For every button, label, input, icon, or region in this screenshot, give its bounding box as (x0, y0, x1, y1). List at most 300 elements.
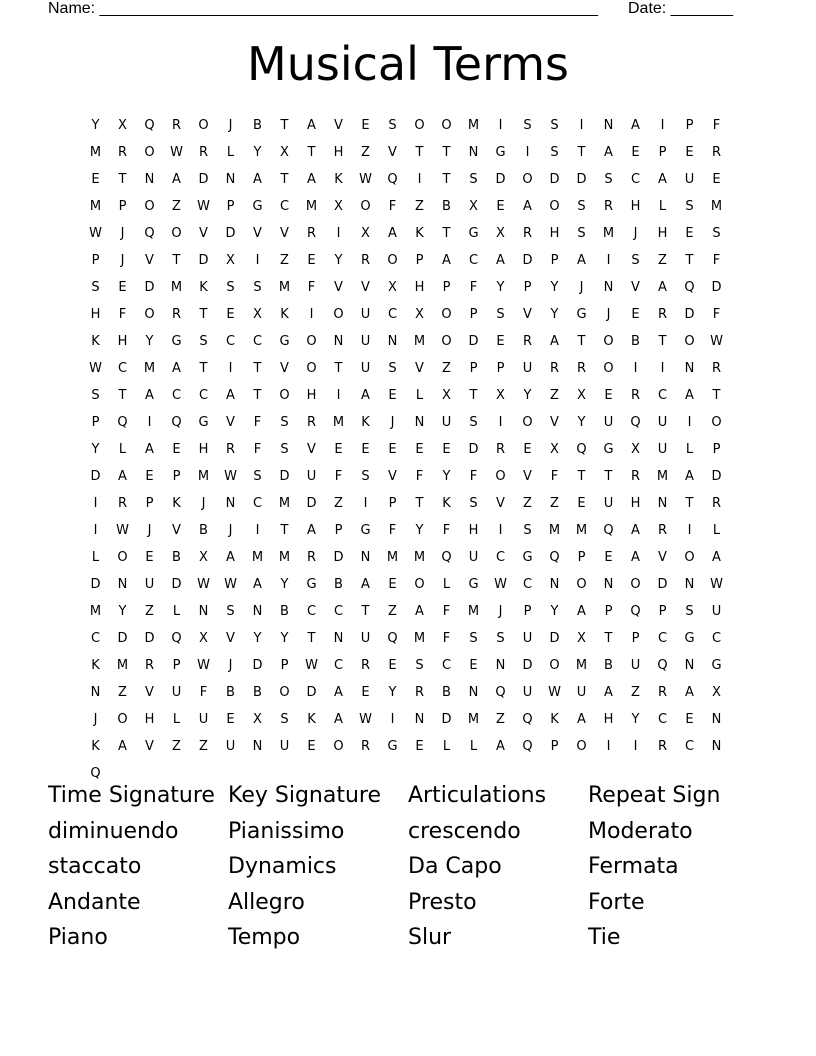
grid-letter[interactable]: D (657, 577, 668, 592)
grid-letter[interactable]: M (89, 604, 102, 619)
grid-letter[interactable]: T (712, 388, 721, 403)
grid-letter[interactable]: O (441, 334, 452, 349)
grid-letter[interactable]: A (172, 172, 181, 187)
grid-letter[interactable]: Y (415, 523, 424, 538)
grid-letter[interactable]: X (253, 712, 262, 727)
grid-letter[interactable]: D (144, 280, 155, 295)
grid-letter[interactable]: R (414, 685, 425, 700)
grid-letter[interactable]: U (144, 577, 155, 592)
grid-letter[interactable]: Z (334, 496, 343, 511)
grid-letter[interactable]: K (307, 712, 316, 727)
grid-letter[interactable]: Q (630, 604, 641, 619)
grid-letter[interactable]: D (117, 631, 128, 646)
grid-letter[interactable]: K (361, 415, 370, 430)
grid-letter[interactable]: M (143, 361, 156, 376)
grid-letter[interactable]: V (280, 226, 289, 241)
grid-letter[interactable]: Z (523, 496, 532, 511)
grid-letter[interactable]: A (307, 118, 316, 133)
grid-letter[interactable]: V (334, 118, 343, 133)
grid-letter[interactable]: M (278, 550, 291, 565)
grid-letter[interactable]: N (225, 172, 236, 187)
grid-letter[interactable]: A (145, 388, 154, 403)
grid-letter[interactable]: A (415, 604, 424, 619)
grid-letter[interactable]: H (333, 145, 344, 160)
grid-letter[interactable]: A (334, 685, 343, 700)
grid-letter[interactable]: E (307, 253, 316, 268)
grid-letter[interactable]: E (604, 550, 613, 565)
grid-letter[interactable]: V (145, 253, 154, 268)
grid-letter[interactable]: J (228, 658, 233, 673)
grid-letter[interactable]: F (442, 604, 451, 619)
grid-letter[interactable]: V (199, 226, 208, 241)
grid-letter[interactable]: O (603, 334, 614, 349)
grid-letter[interactable]: X (631, 442, 640, 457)
grid-letter[interactable]: Z (118, 685, 127, 700)
grid-letter[interactable]: D (225, 226, 236, 241)
grid-letter[interactable]: A (334, 712, 343, 727)
grid-letter[interactable]: E (496, 199, 505, 214)
grid-letter[interactable]: U (576, 685, 587, 700)
grid-letter[interactable]: V (658, 550, 667, 565)
grid-letter[interactable]: C (333, 604, 344, 619)
grid-letter[interactable]: C (684, 739, 695, 754)
grid-letter[interactable]: P (91, 415, 100, 430)
grid-letter[interactable]: R (711, 361, 722, 376)
grid-letter[interactable]: Q (387, 172, 398, 187)
grid-letter[interactable]: K (91, 334, 100, 349)
grid-letter[interactable]: C (225, 334, 236, 349)
grid-letter[interactable]: M (575, 658, 588, 673)
grid-letter[interactable]: Y (334, 253, 343, 268)
grid-letter[interactable]: O (576, 739, 587, 754)
grid-letter[interactable]: I (606, 253, 611, 268)
grid-letter[interactable]: X (253, 307, 262, 322)
grid-letter[interactable]: V (523, 469, 532, 484)
grid-letter[interactable]: R (171, 118, 182, 133)
grid-letter[interactable]: Y (577, 415, 586, 430)
grid-letter[interactable]: T (415, 496, 424, 511)
grid-letter[interactable]: P (523, 604, 532, 619)
grid-letter[interactable]: J (498, 604, 503, 619)
grid-letter[interactable]: E (145, 550, 154, 565)
grid-letter[interactable]: Y (550, 280, 559, 295)
grid-letter[interactable]: W (548, 685, 561, 700)
grid-letter[interactable]: C (252, 496, 263, 511)
grid-letter[interactable]: P (550, 253, 559, 268)
grid-letter[interactable]: R (630, 388, 641, 403)
grid-letter[interactable]: S (712, 226, 721, 241)
grid-letter[interactable]: E (226, 712, 235, 727)
grid-letter[interactable]: Y (631, 712, 640, 727)
grid-letter[interactable]: K (91, 658, 100, 673)
grid-letter[interactable]: U (522, 685, 533, 700)
grid-letter[interactable]: A (118, 469, 127, 484)
grid-letter[interactable]: S (523, 523, 532, 538)
grid-letter[interactable]: P (415, 253, 424, 268)
grid-letter[interactable]: F (712, 307, 721, 322)
grid-letter[interactable]: F (712, 118, 721, 133)
grid-letter[interactable]: T (118, 388, 127, 403)
grid-letter[interactable]: N (711, 712, 722, 727)
grid-letter[interactable]: X (415, 307, 424, 322)
grid-letter[interactable]: K (442, 496, 451, 511)
grid-letter[interactable]: A (496, 739, 505, 754)
grid-letter[interactable]: K (280, 307, 289, 322)
grid-letter[interactable]: S (91, 388, 100, 403)
grid-letter[interactable]: J (228, 118, 233, 133)
grid-letter[interactable]: D (90, 577, 101, 592)
grid-letter[interactable]: P (172, 658, 181, 673)
grid-letter[interactable]: V (388, 469, 397, 484)
grid-letter[interactable]: M (575, 523, 588, 538)
grid-letter[interactable]: D (711, 280, 722, 295)
grid-letter[interactable]: E (712, 172, 721, 187)
grid-letter[interactable]: F (712, 253, 721, 268)
grid-letter[interactable]: Y (496, 280, 505, 295)
grid-letter[interactable]: A (685, 388, 694, 403)
grid-letter[interactable]: N (90, 685, 101, 700)
grid-letter[interactable]: S (469, 172, 478, 187)
grid-letter[interactable]: F (118, 307, 127, 322)
grid-letter[interactable]: P (172, 469, 181, 484)
grid-letter[interactable]: N (468, 145, 479, 160)
grid-letter[interactable]: L (118, 442, 127, 457)
grid-letter[interactable]: W (170, 145, 183, 160)
grid-letter[interactable]: C (198, 388, 209, 403)
grid-letter[interactable]: V (334, 280, 343, 295)
grid-letter[interactable]: E (631, 307, 640, 322)
grid-letter[interactable]: R (711, 145, 722, 160)
grid-letter[interactable]: B (442, 199, 451, 214)
grid-letter[interactable]: Q (144, 118, 155, 133)
grid-letter[interactable]: S (604, 172, 613, 187)
grid-letter[interactable]: N (684, 577, 695, 592)
grid-letter[interactable]: D (198, 253, 209, 268)
grid-letter[interactable]: D (522, 658, 533, 673)
grid-letter[interactable]: K (91, 739, 100, 754)
grid-letter[interactable]: Q (117, 415, 128, 430)
grid-letter[interactable]: T (469, 388, 478, 403)
grid-letter[interactable]: J (120, 226, 125, 241)
grid-letter[interactable]: P (388, 496, 397, 511)
grid-letter[interactable]: G (198, 415, 209, 430)
grid-letter[interactable]: F (253, 415, 262, 430)
grid-letter[interactable]: D (468, 334, 479, 349)
grid-letter[interactable]: Y (253, 145, 262, 160)
grid-letter[interactable]: I (633, 361, 638, 376)
grid-letter[interactable]: O (495, 469, 506, 484)
grid-letter[interactable]: T (253, 361, 262, 376)
grid-letter[interactable]: Q (630, 415, 641, 430)
grid-letter[interactable]: T (685, 496, 694, 511)
grid-letter[interactable]: M (467, 712, 480, 727)
grid-letter[interactable]: S (496, 307, 505, 322)
grid-letter[interactable]: A (361, 577, 370, 592)
grid-letter[interactable]: S (550, 118, 559, 133)
grid-letter[interactable]: O (414, 577, 425, 592)
grid-letter[interactable]: G (360, 523, 371, 538)
grid-letter[interactable]: Z (550, 388, 559, 403)
grid-letter[interactable]: Q (603, 523, 614, 538)
grid-letter[interactable]: X (199, 631, 208, 646)
grid-letter[interactable]: A (226, 550, 235, 565)
grid-letter[interactable]: W (116, 523, 129, 538)
grid-letter[interactable]: I (660, 361, 665, 376)
grid-letter[interactable]: A (226, 388, 235, 403)
grid-letter[interactable]: E (334, 442, 343, 457)
grid-letter[interactable]: R (306, 415, 317, 430)
grid-letter[interactable]: N (657, 496, 668, 511)
grid-letter[interactable]: Z (550, 496, 559, 511)
grid-letter[interactable]: P (145, 496, 154, 511)
grid-letter[interactable]: R (711, 496, 722, 511)
grid-letter[interactable]: Y (145, 334, 154, 349)
grid-letter[interactable]: O (306, 361, 317, 376)
grid-letter[interactable]: H (117, 334, 128, 349)
grid-letter[interactable]: O (549, 658, 560, 673)
grid-letter[interactable]: S (577, 226, 586, 241)
grid-letter[interactable]: S (388, 361, 397, 376)
grid-letter[interactable]: S (469, 631, 478, 646)
grid-letter[interactable]: Z (280, 253, 289, 268)
grid-letter[interactable]: P (118, 199, 127, 214)
grid-letter[interactable]: M (548, 523, 561, 538)
grid-letter[interactable]: G (576, 307, 587, 322)
grid-letter[interactable]: H (198, 442, 209, 457)
grid-letter[interactable]: A (496, 253, 505, 268)
grid-letter[interactable]: S (469, 496, 478, 511)
grid-letter[interactable]: A (172, 361, 181, 376)
grid-letter[interactable]: A (550, 334, 559, 349)
grid-letter[interactable]: W (359, 712, 372, 727)
grid-letter[interactable]: F (442, 523, 451, 538)
grid-letter[interactable]: O (684, 334, 695, 349)
grid-letter[interactable]: S (388, 118, 397, 133)
grid-letter[interactable]: I (390, 712, 395, 727)
grid-letter[interactable]: W (710, 334, 723, 349)
grid-letter[interactable]: O (279, 388, 290, 403)
grid-letter[interactable]: D (144, 631, 155, 646)
grid-letter[interactable]: W (89, 361, 102, 376)
grid-letter[interactable]: T (280, 118, 289, 133)
grid-letter[interactable]: E (172, 442, 181, 457)
grid-letter[interactable]: D (252, 658, 263, 673)
grid-letter[interactable]: A (118, 739, 127, 754)
grid-letter[interactable]: E (523, 442, 532, 457)
grid-letter[interactable]: N (684, 658, 695, 673)
grid-letter[interactable]: O (144, 145, 155, 160)
grid-letter[interactable]: E (226, 307, 235, 322)
grid-letter[interactable]: O (630, 577, 641, 592)
grid-letter[interactable]: D (279, 469, 290, 484)
grid-letter[interactable]: J (147, 523, 152, 538)
grid-letter[interactable]: N (684, 361, 695, 376)
grid-letter[interactable]: Z (496, 712, 505, 727)
grid-letter[interactable]: A (253, 172, 262, 187)
grid-letter[interactable]: E (361, 442, 370, 457)
grid-letter[interactable]: R (306, 550, 317, 565)
grid-letter[interactable]: B (631, 334, 640, 349)
grid-letter[interactable]: T (361, 604, 370, 619)
grid-letter[interactable]: T (604, 631, 613, 646)
grid-letter[interactable]: A (658, 280, 667, 295)
grid-letter[interactable]: Q (495, 685, 506, 700)
grid-letter[interactable]: E (388, 388, 397, 403)
grid-letter[interactable]: M (467, 118, 480, 133)
grid-letter[interactable]: M (89, 199, 102, 214)
grid-letter[interactable]: B (199, 523, 208, 538)
grid-letter[interactable]: S (496, 631, 505, 646)
grid-letter[interactable]: M (413, 334, 426, 349)
grid-letter[interactable]: U (684, 172, 695, 187)
grid-letter[interactable]: I (228, 361, 233, 376)
grid-letter[interactable]: L (172, 604, 181, 619)
grid-letter[interactable]: G (495, 145, 506, 160)
grid-letter[interactable]: P (631, 631, 640, 646)
grid-letter[interactable]: C (657, 631, 668, 646)
grid-letter[interactable]: N (387, 334, 398, 349)
grid-letter[interactable]: H (144, 712, 155, 727)
grid-letter[interactable]: R (657, 523, 668, 538)
grid-letter[interactable]: X (577, 631, 586, 646)
grid-letter[interactable]: J (633, 226, 638, 241)
grid-letter[interactable]: C (441, 658, 452, 673)
grid-letter[interactable]: T (685, 253, 694, 268)
grid-letter[interactable]: K (199, 280, 208, 295)
grid-letter[interactable]: L (172, 712, 181, 727)
grid-letter[interactable]: U (441, 415, 452, 430)
grid-letter[interactable]: A (604, 145, 613, 160)
grid-letter[interactable]: S (685, 604, 694, 619)
grid-letter[interactable]: H (549, 226, 560, 241)
grid-letter[interactable]: O (711, 415, 722, 430)
grid-letter[interactable]: R (522, 334, 533, 349)
grid-letter[interactable]: V (523, 307, 532, 322)
grid-letter[interactable]: S (199, 334, 208, 349)
grid-letter[interactable]: O (333, 307, 344, 322)
grid-letter[interactable]: C (117, 361, 128, 376)
grid-letter[interactable]: P (658, 145, 667, 160)
grid-letter[interactable]: T (280, 523, 289, 538)
grid-letter[interactable]: U (360, 334, 371, 349)
grid-letter[interactable]: N (414, 415, 425, 430)
grid-letter[interactable]: P (658, 604, 667, 619)
grid-letter[interactable]: Q (549, 550, 560, 565)
grid-letter[interactable]: F (415, 469, 424, 484)
grid-letter[interactable]: S (226, 604, 235, 619)
grid-letter[interactable]: F (307, 280, 316, 295)
grid-letter[interactable]: I (633, 739, 638, 754)
grid-letter[interactable]: O (279, 685, 290, 700)
grid-letter[interactable]: P (334, 523, 343, 538)
grid-letter[interactable]: V (253, 226, 262, 241)
grid-letter[interactable]: S (253, 280, 262, 295)
grid-letter[interactable]: D (306, 496, 317, 511)
grid-letter[interactable]: F (550, 469, 559, 484)
grid-letter[interactable]: R (225, 442, 236, 457)
grid-letter[interactable]: S (91, 280, 100, 295)
grid-letter[interactable]: E (685, 712, 694, 727)
grid-letter[interactable]: M (197, 469, 210, 484)
grid-letter[interactable]: B (253, 118, 262, 133)
grid-letter[interactable]: T (658, 334, 667, 349)
grid-letter[interactable]: T (307, 145, 316, 160)
grid-letter[interactable]: G (279, 334, 290, 349)
grid-letter[interactable]: K (334, 172, 343, 187)
grid-letter[interactable]: G (252, 199, 263, 214)
grid-letter[interactable]: O (387, 253, 398, 268)
grid-letter[interactable]: P (226, 199, 235, 214)
grid-letter[interactable]: I (660, 118, 665, 133)
grid-letter[interactable]: F (388, 199, 397, 214)
grid-letter[interactable]: Z (172, 199, 181, 214)
grid-letter[interactable]: A (631, 118, 640, 133)
grid-letter[interactable]: P (523, 280, 532, 295)
grid-letter[interactable]: Y (280, 577, 289, 592)
grid-letter[interactable]: T (442, 172, 451, 187)
grid-letter[interactable]: C (630, 172, 641, 187)
grid-letter[interactable]: R (360, 739, 371, 754)
grid-letter[interactable]: H (306, 388, 317, 403)
grid-letter[interactable]: J (390, 415, 395, 430)
grid-letter[interactable]: N (549, 577, 560, 592)
grid-letter[interactable]: N (144, 172, 155, 187)
grid-letter[interactable]: N (360, 550, 371, 565)
grid-letter[interactable]: U (603, 496, 614, 511)
grid-letter[interactable]: G (684, 631, 695, 646)
grid-letter[interactable]: A (361, 388, 370, 403)
grid-letter[interactable]: X (442, 388, 451, 403)
grid-letter[interactable]: N (252, 739, 263, 754)
grid-letter[interactable]: O (414, 118, 425, 133)
grid-letter[interactable]: P (685, 118, 694, 133)
grid-letter[interactable]: A (685, 685, 694, 700)
grid-letter[interactable]: C (333, 658, 344, 673)
grid-letter[interactable]: F (469, 280, 478, 295)
grid-letter[interactable]: V (415, 361, 424, 376)
grid-letter[interactable]: U (198, 712, 209, 727)
grid-letter[interactable]: W (197, 577, 210, 592)
grid-letter[interactable]: A (388, 226, 397, 241)
grid-letter[interactable]: E (442, 442, 451, 457)
grid-letter[interactable]: A (712, 550, 721, 565)
grid-letter[interactable]: S (685, 199, 694, 214)
grid-letter[interactable]: J (120, 253, 125, 268)
grid-letter[interactable]: W (197, 658, 210, 673)
grid-letter[interactable]: D (333, 550, 344, 565)
grid-letter[interactable]: E (469, 658, 478, 673)
grid-letter[interactable]: V (145, 739, 154, 754)
grid-letter[interactable]: M (710, 199, 723, 214)
grid-letter[interactable]: S (280, 712, 289, 727)
grid-letter[interactable]: Y (388, 685, 397, 700)
grid-letter[interactable]: T (577, 145, 586, 160)
grid-letter[interactable]: D (441, 712, 452, 727)
grid-letter[interactable]: B (442, 685, 451, 700)
grid-letter[interactable]: R (360, 253, 371, 268)
grid-letter[interactable]: E (496, 334, 505, 349)
grid-letter[interactable]: T (118, 172, 127, 187)
grid-letter[interactable]: C (252, 334, 263, 349)
grid-letter[interactable]: E (361, 118, 370, 133)
grid-letter[interactable]: U (360, 361, 371, 376)
grid-letter[interactable]: X (712, 685, 721, 700)
grid-letter[interactable]: A (577, 712, 586, 727)
grid-letter[interactable]: W (89, 226, 102, 241)
grid-letter[interactable]: G (468, 577, 479, 592)
grid-letter[interactable]: C (171, 388, 182, 403)
grid-letter[interactable]: A (442, 253, 451, 268)
